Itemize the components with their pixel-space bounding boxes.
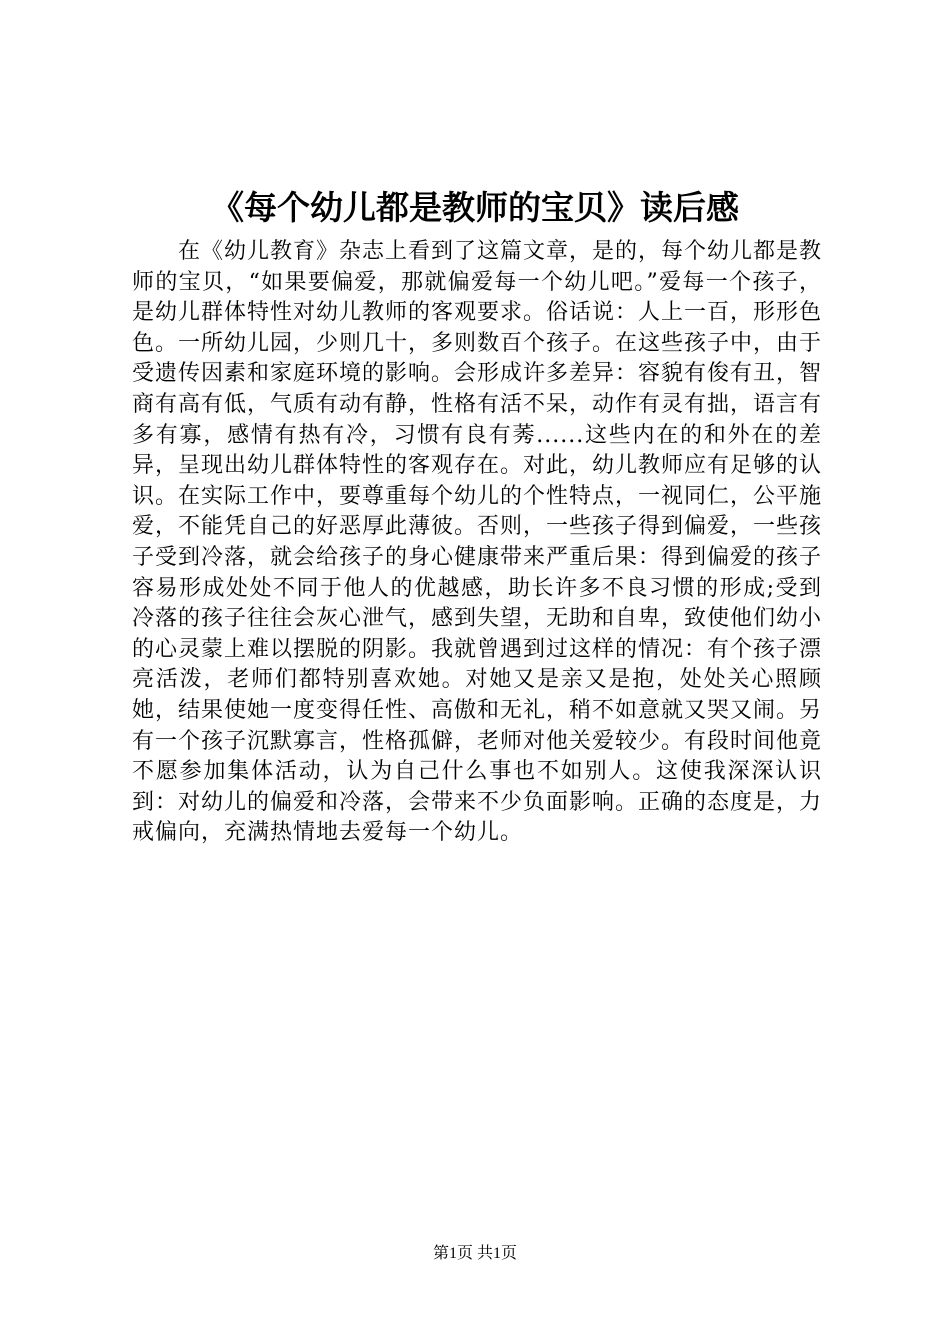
document-title: 《每个幼儿都是教师的宝贝》读后感 xyxy=(211,188,739,227)
page-footer: 第1页 共1页 xyxy=(432,1245,517,1262)
body-paragraph: 在《幼儿教育》杂志上看到了这篇文章，是的，每个幼儿都是教师的宝贝，“如果要偏爱，那就偏爱每一个幼儿吧。”爱每一个孩子，是幼儿群体特性对幼儿教师的客观要求。俗话说：人上一百，形形色色。一所幼儿园，少则几十，多则数百个孩子。在这些孩子中，由于受遗传因素和家庭环境的影响。会形成许多差异：容貌有俊有丑，智商有高有低，气质有动有静，性格有活不呆，动作有灵有拙，语言有多有寡，感情有热有冷，习惯有良有莠......这些内在的和外在的差异，呈现出幼儿群体特性的客观存在。对此，幼儿教师应有足够的认识。在实际工作中，要尊重每个幼儿的个性特点，一视同仁，公平施爱，不能凭自己的好恶厚此薄彼。否则，一些孩子得到偏爱，一些孩子受到冷落，就会给孩子的身心健康带来严重后果：得到偏爱的孩子容易形成处处不同于他人的优越感，助长许多不良习惯的形成;受到冷落的孩子往往会灰心泄气，感到失望，无助和自卑，致使他们幼小的心灵蒙上难以摆脱的阴影。我就曾遇到过这样的情况：有个孩子漂亮活泼，老师们都特别喜欢她。对她又是亲又是抱，处处关心照顾她，结果使她一度变得任性、高傲和无礼，稍不如意就又哭又闹。另有一个孩子沉默寡言，性格孤僻，老师对他关爱较少。有段时间他竟不愿参加集体活动，认为自己什么事也不如别人。这使我深深认识到：对幼儿的偏爱和冷落，会带来不少负面影响。正确的态度是，力戒偏向，充满热情地去爱每一个幼儿。 xyxy=(132,239,823,846)
